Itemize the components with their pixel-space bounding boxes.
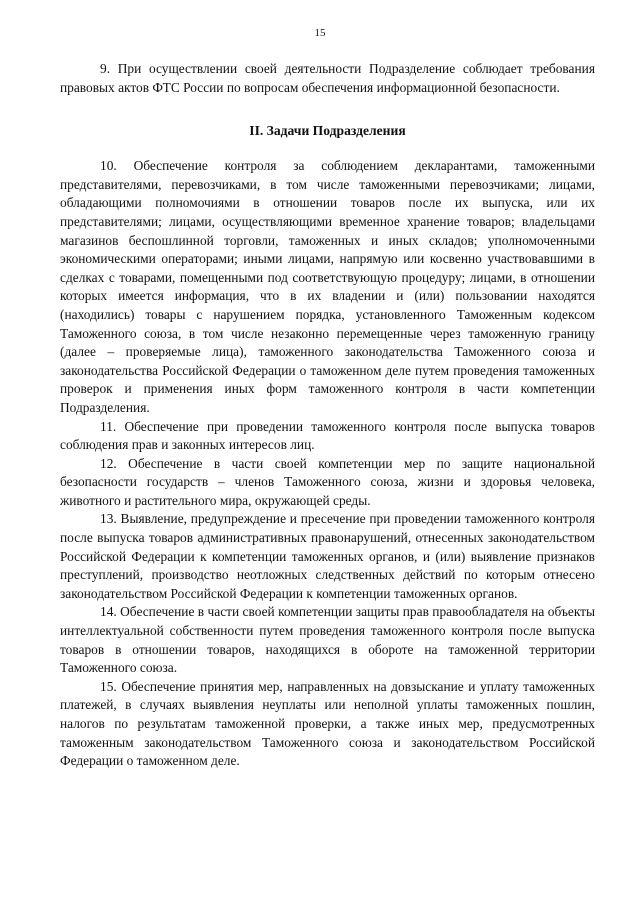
paragraph-11: 11. Обеспечение при проведении таможенного контроля после выпуска товаров соблюдения прав и законных интересов лиц.: [60, 418, 595, 453]
document-body: [60, 60, 595, 771]
paragraph-14: 14. Обеспечение в части своей компетенции защиты прав правообладателя на объекты интеллектуальной собственности путем проведения таможенного контроля после выпуска товаров в отношении товаров, находящихся в обороте на таможенной территории Таможенного союза.: [60, 604, 595, 676]
paragraph-9: 9. При осуществлении своей деятельности Подразделение соблюдает требования правовых актов ФТС России по вопросам обеспечения информационной безопасности.: [60, 61, 595, 95]
page-number: 15: [314, 27, 326, 39]
paragraph-15: 15. Обеспечение принятия мер, направленных на довзыскание и уплату таможенных платежей, в случаях выявления неуплаты или неполной уплаты таможенных пошлин, налогов по результатам таможенной проверки, а также иных мер, предусмотренных таможенным законодательством Таможенного союза и законодательством Российской Федерации о таможенном деле.: [60, 678, 595, 769]
paragraph-12: 12. Обеспечение в части своей компетенции мер по защите национальной безопасности государств – членов Таможенного союза, жизни и здоровья человека, животного и растительного мира, окружающей среды.: [60, 455, 595, 508]
paragraph-13: 13. Выявление, предупреждение и пресечение при проведении таможенного контроля после выпуска товаров административных правонарушений, отнесенных законодательством Российской Федерации к компетенции таможенных органов, и (или) выявление признаков преступлений, производство неотложных следственных действий по которым отнесено законодательством Российской Федерации к компетенции таможенных органов.: [60, 511, 595, 601]
paragraph-10: 10. Обеспечение контроля за соблюдением декларантами, таможенными представителями, перевозчиками, в том числе таможенными перевозчиками; лицами, обладающими полномочиями в отношении товаров после их выпуска, или их представителями; лицами, осуществляющими временное хранение товаров; владельцами магазинов беспошлинной торговли, таможенных и иных складов; уполномоченными экономическими операторами; иными лицами, напрямую или косвенно участвовавшими в сделках с товарами, помещенными под соответствующую процедуру; лицами, в отношении которых имеется информация, что в их владении и (или) пользовании находятся (находились) товары с нарушением порядка, установленного Таможенным кодексом Таможенного союза, в том числе незаконно перемещенные через таможенную границу (далее – проверяемые лица), таможенного законодательства Таможенного союза и законодательства Российской Федерации о таможенном деле путем проведения таможенных проверок и применения иных форм таможенного контроля в части компетенции Подразделения.: [60, 158, 595, 415]
section-heading: II. Задачи Подразделения: [249, 123, 406, 139]
